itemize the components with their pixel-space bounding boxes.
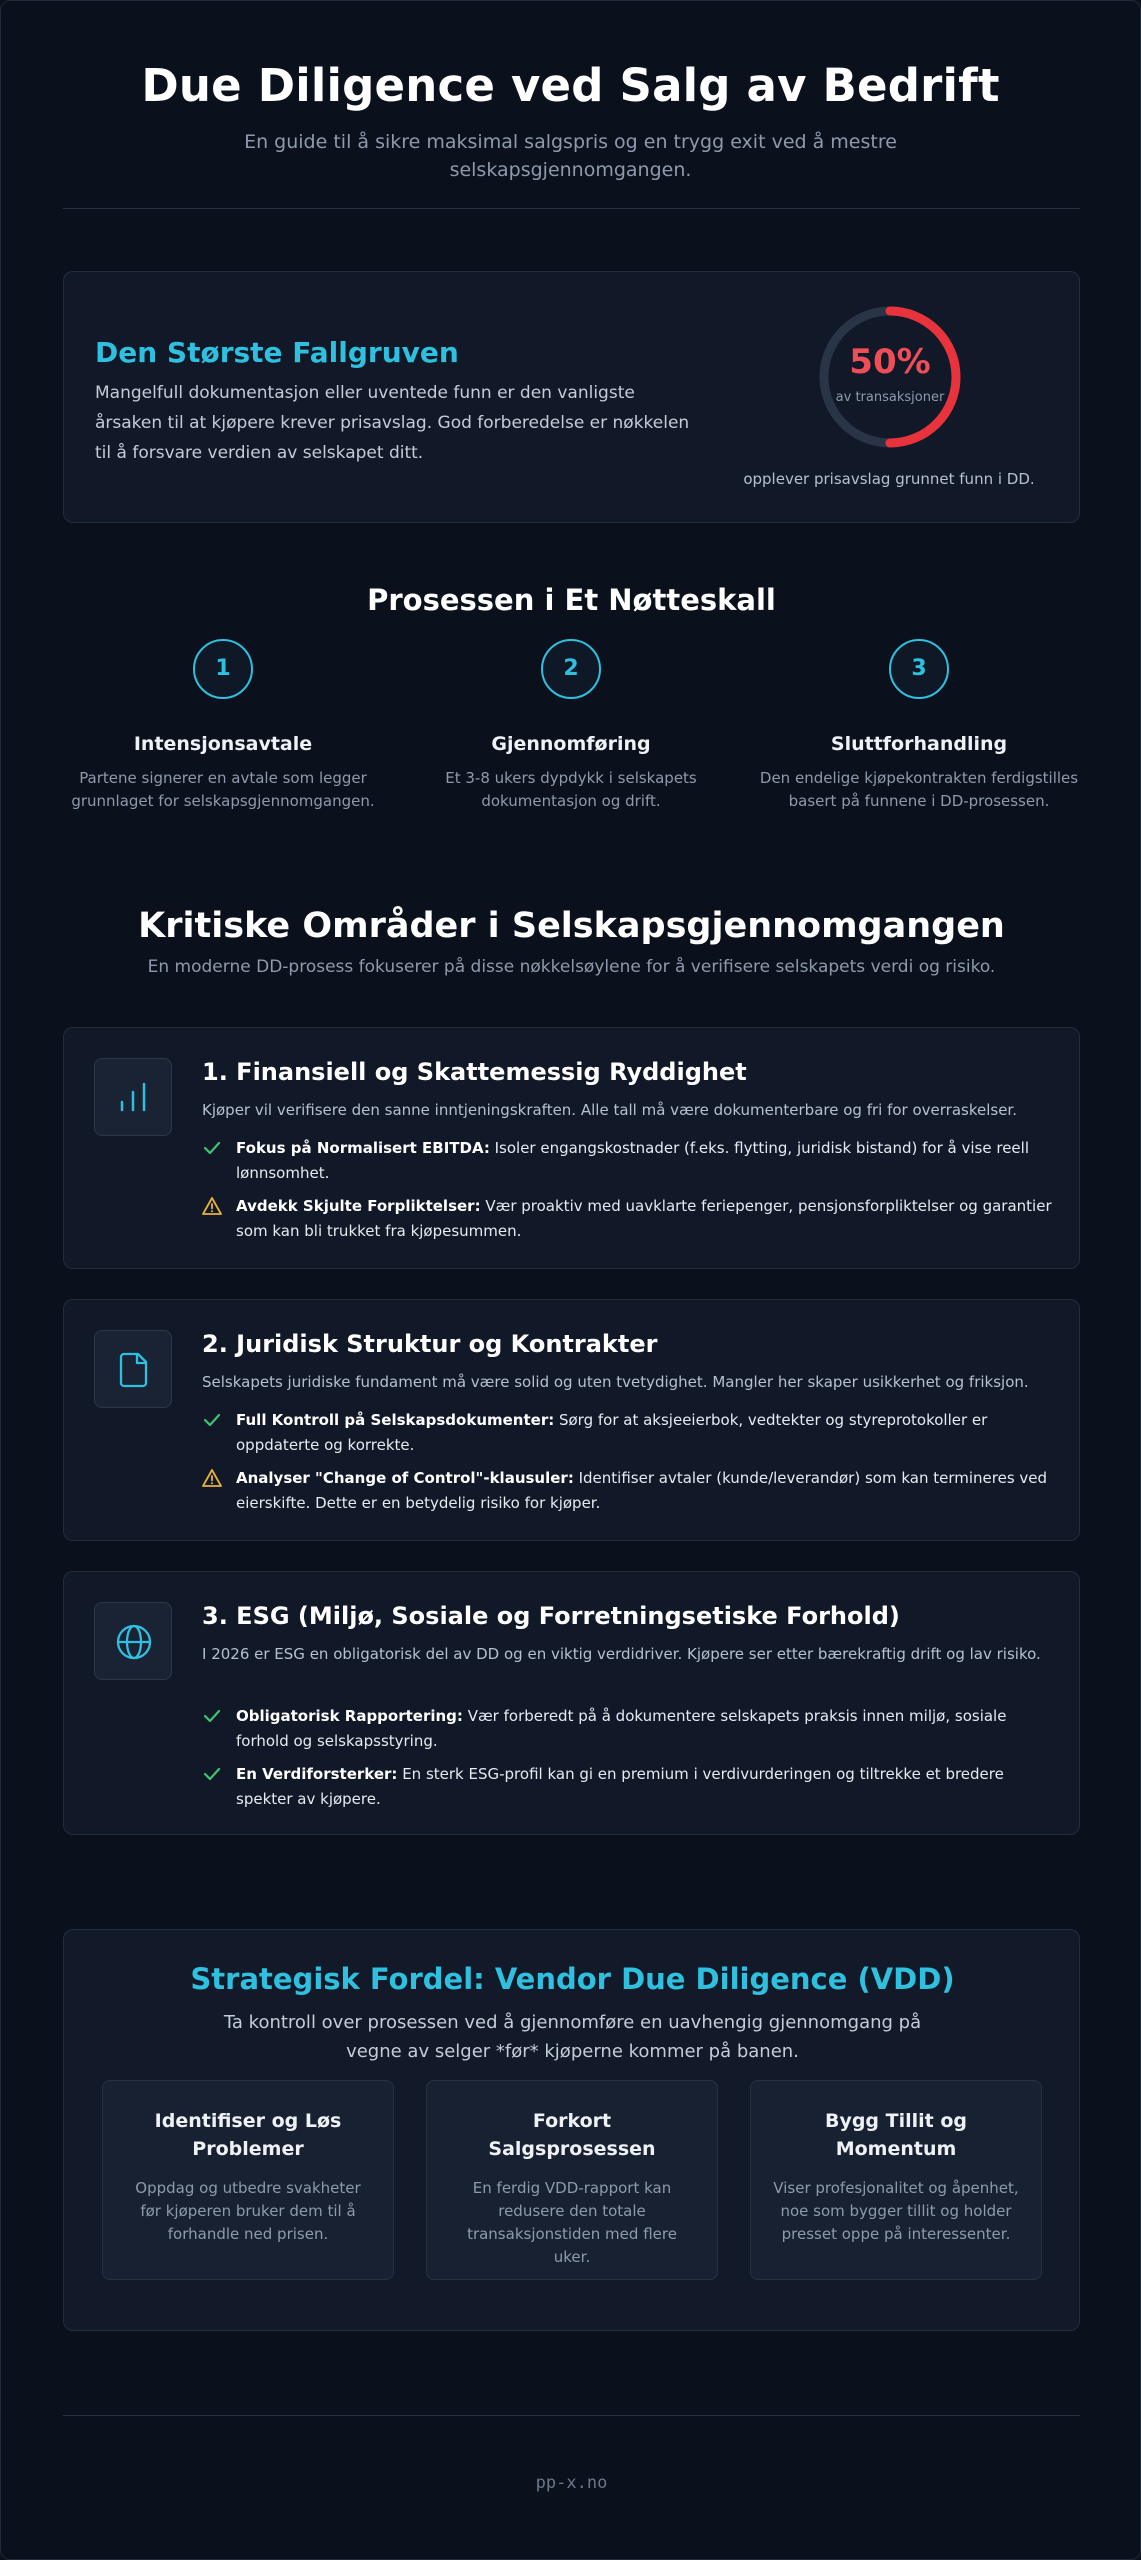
step-title: Intensjonsavtale	[133, 733, 313, 755]
header-divider	[63, 208, 1080, 209]
step-number: 1	[193, 639, 253, 699]
step-title: Gjennomføring	[491, 733, 651, 755]
vdd-benefit-title: Identifiser og Løs Problemer	[154, 2110, 342, 2160]
vdd-benefit-title: Bygg Tillit og Momentum	[824, 2110, 968, 2160]
area-bullet	[202, 1136, 1052, 1186]
globe-icon	[94, 1602, 172, 1680]
step-text: Partene signerer en avtale som legger grunnlaget for selskapsgjennomgangen.	[71, 769, 375, 810]
area-bullet	[202, 1194, 1052, 1244]
bullet-text: Vær proaktiv med uavklarte feriepenger, pensjonsforpliktelser og garantier som kan bli trukket fra kjøpesummen.	[236, 1197, 1052, 1240]
vdd-text: Ta kontroll over prosessen ved å gjennomføre en uavhengig gjennomgang på vegne av selger *før* kjøperne kommer på banen.	[223, 2012, 922, 2062]
area-bullet	[202, 1408, 1052, 1458]
bullet-heading: En Verdiforsterker:	[236, 1765, 398, 1783]
bar-chart-icon	[94, 1058, 172, 1136]
bullet-text: Identifiser avtaler (kunde/leverandør) som kan termineres ved eierskifte. Dette er en betydelig risiko for kjøper.	[236, 1469, 1048, 1512]
check-icon	[202, 1706, 222, 1726]
warning-icon	[202, 1196, 222, 1216]
bullet-heading: Fokus på Normalisert EBITDA:	[236, 1139, 490, 1157]
vdd-benefit-box	[750, 2080, 1042, 2280]
bullet-heading: Full Kontroll på Selskapsdokumenter:	[236, 1411, 555, 1429]
stat-caption: opplever prisavslag grunnet funn i DD.	[743, 470, 1035, 488]
area-bullet	[202, 1762, 1052, 1812]
vdd-benefit-text: Viser profesjonalitet og åpenhet, noe som bygger tillit og holder presset oppe på interessenter.	[773, 2179, 1019, 2243]
critical-title: Kritiske Områder i Selskapsgjennomgangen	[138, 906, 1005, 946]
bullet-text: Sørg for at aksjeeierbok, vedtekter og styreprotokoller er oppdaterte og korrekte.	[236, 1411, 988, 1454]
vdd-benefit-text: En ferdig VDD-rapport kan redusere den totale transaksjonstiden med flere uker.	[467, 2179, 677, 2266]
footer-site-link[interactable]: pp-x.no	[535, 2473, 608, 2493]
page-title: Due Diligence ved Salg av Bedrift	[141, 59, 1000, 112]
check-icon	[202, 1410, 222, 1430]
area-description: I 2026 er ESG en obligatorisk del av DD og en viktig verdidriver. Kjøpere ser etter bærekraftig drift og lav risiko.	[202, 1645, 1041, 1663]
step-number: 2	[541, 639, 601, 699]
step-text: Et 3-8 ukers dypdykk i selskapets dokumentasjon og drift.	[445, 769, 697, 810]
step-number: 3	[889, 639, 949, 699]
area-description: Kjøper vil verifisere den sanne inntjeningskraften. Alle tall må være dokumenterbare og fri for overraskelser.	[202, 1101, 1017, 1119]
warning-icon	[202, 1468, 222, 1488]
pitfall-title: Den Største Fallgruven	[95, 336, 459, 369]
bullet-text: Isoler engangskostnader (f.eks. flytting, juridisk bistand) for å vise reell lønnsomhet.	[236, 1139, 1029, 1182]
area-title: 1. Finansiell og Skattemessig Ryddighet	[202, 1058, 747, 1086]
vdd-benefit-box	[426, 2080, 718, 2280]
vdd-benefit-title: Forkort Salgsprosessen	[488, 2110, 656, 2160]
area-title: 3. ESG (Miljø, Sosiale og Forretningsetiske Forhold)	[202, 1602, 900, 1630]
critical-subtitle: En moderne DD-prosess fokuserer på disse nøkkelsøylene for å verifisere selskapets verdi og risiko.	[147, 957, 996, 977]
page-header	[1, 1, 1140, 184]
vdd-benefit-text: Oppdag og utbedre svakheter før kjøperen bruker dem til å forhandle ned prisen.	[135, 2179, 361, 2243]
stat-label: av transaksjoner	[835, 390, 945, 405]
footer-divider	[63, 2415, 1080, 2416]
vdd-card	[63, 1929, 1080, 2331]
area-bullet	[202, 1704, 1052, 1754]
process-step	[63, 639, 383, 813]
bullet-text: En sterk ESG-profil kan gi en premium i verdivurderingen og tiltrekke et bredere spekter av kjøpere.	[236, 1765, 1004, 1808]
bullet-heading: Avdekk Skjulte Forpliktelser:	[236, 1197, 481, 1215]
vdd-title: Strategisk Fordel: Vendor Due Diligence (VDD)	[190, 1962, 955, 1996]
area-description: Selskapets juridiske fundament må være solid og uten tvetydighet. Mangler her skaper usikkerhet og friksjon.	[202, 1373, 1029, 1391]
area-title: 2. Juridisk Struktur og Kontrakter	[202, 1330, 658, 1358]
area-card-esg	[63, 1571, 1080, 1835]
page-subtitle: En guide til å sikre maksimal salgspris og en trygg exit ved å mestre selskapsgjennomgangen.	[244, 131, 897, 181]
pitfall-text: Mangelfull dokumentasjon eller uventede funn er den vanligste årsaken til at kjøpere krever prisavslag. God forberedelse er nøkkelen til å forsvare verdien av selskapet ditt.	[95, 383, 690, 463]
area-card-legal	[63, 1299, 1080, 1541]
step-title: Sluttforhandling	[830, 733, 1008, 755]
process-step	[759, 639, 1079, 813]
process-step	[411, 639, 731, 813]
step-text: Den endelige kjøpekontrakten ferdigstilles basert på funnene i DD-prosessen.	[759, 769, 1079, 810]
bullet-text: Vær forberedt på å dokumentere selskapets praksis innen miljø, sosiale forhold og selskapsstyring.	[236, 1707, 1007, 1750]
process-title: Prosessen i Et Nøtteskall	[367, 583, 776, 617]
check-icon	[202, 1764, 222, 1784]
bullet-heading: Analyser "Change of Control"-klausuler:	[236, 1469, 574, 1487]
stat-value: 50%	[849, 342, 931, 382]
area-card-financial	[63, 1027, 1080, 1269]
document-icon	[94, 1330, 172, 1408]
area-bullet	[202, 1466, 1052, 1516]
pitfall-card	[63, 271, 1080, 523]
vdd-benefit-box	[102, 2080, 394, 2280]
check-icon	[202, 1138, 222, 1158]
stat-ring	[815, 302, 965, 452]
bullet-heading: Obligatorisk Rapportering:	[236, 1707, 463, 1725]
